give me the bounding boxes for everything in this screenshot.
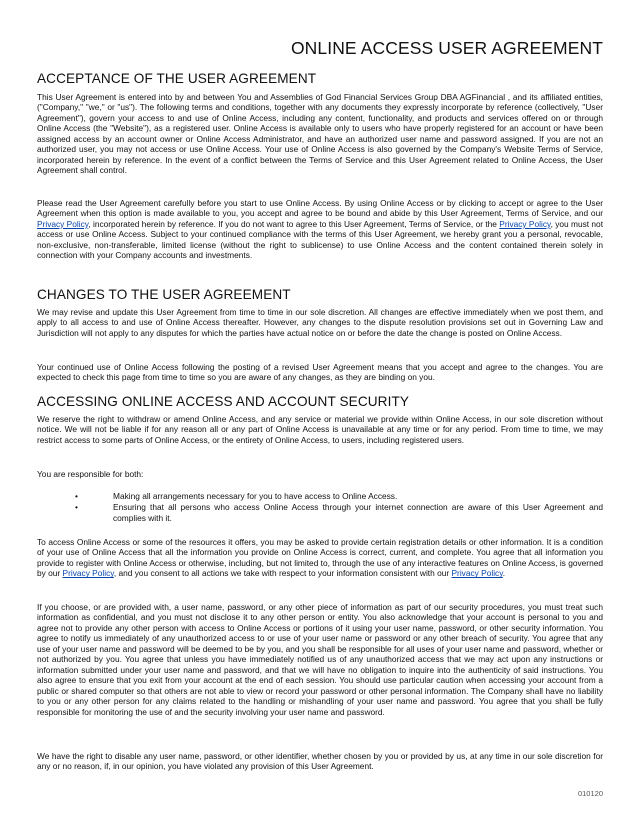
security-p3-text-c: .: [502, 568, 506, 579]
bullet-icon: •: [75, 502, 78, 513]
changes-paragraph-1: We may revise and update this User Agreement from time to time in our sole discretion. All changes are effective immediately when we post them, and apply to all access to and use of Online Access thereafter. However, any changes to the dispute resolution provisions set out in Governing Law and Jurisdiction will not apply to any disputes for which the parties have actual notice on or before the date the change is posted on Online Access.: [37, 307, 603, 338]
security-paragraph-3: [37, 537, 603, 579]
security-p3-text-b: , and you consent to all actions we take with respect to your information consistent with our: [113, 568, 452, 579]
privacy-policy-link[interactable]: Privacy Policy: [451, 568, 503, 579]
privacy-policy-link[interactable]: Privacy Policy: [499, 218, 551, 229]
security-paragraph-4: If you choose, or are provided with, a user name, password, or any other piece of information as part of our security procedures, you must treat such information as confidential, and you must not disclose it to any other person or entity. You also acknowledge that your account is personal to you and agree not to provide any other person with access to Online Access or portions of it using your user name, password, or other security information. You agree to notify us immediately of any unauthorized access to or use of your user name or password or any other breach of security. You agree that any use of your user name and password will be deemed to be by you, and you shall be responsible for all uses of your user name and password, whether or not authorized by you. You agree that unless you have immediately notified us of any unauthorized access that we may act upon any instructions or information submitted under your user name and password, and that we will have no obligation to inquire into the authenticity of said instructions. You also agree to ensure that you exit from your account at the end of each session. You should use particular caution when accessing your account from a public or shared computer so that others are not able to view or record your password or other personal information. The Company shall have no liability to you or any other person for any claims related to the handling or mishandling of your user name and password. You agree that you shall be fully responsible for monitoring the use of and the security involving your user name and password.: [37, 602, 603, 717]
list-item-text: Ensuring that all persons who access Online Access through your internet connection are aware of this User Agreement and complies with it.: [113, 502, 603, 523]
acceptance-paragraph-2: [37, 198, 603, 261]
privacy-policy-link[interactable]: Privacy Policy: [37, 218, 89, 229]
acceptance-paragraph-1: This User Agreement is entered into by and between You and Assemblies of God Financial Services Group DBA AGFinancial , and its affiliated entities, ("Company," "we," or "us"). The following terms and conditions, together with any documents they expressly incorporate by reference (collectively, "User Agreement"), govern your access to and use of Online Access, including any content, functionality, and products and services offered on or through Online Access (the "Website"), as a registered user. Online Access is available only to users who have properly registered for an account or have been assigned access by an account owner or Online Access Administrator, and have an authorized user name and password assigned. If you are not an authorized user, you may not access or use Online Access. Your use of Online Access is also governed by the Company's Website Terms of Service, incorporated herein by reference. In the event of a conflict between the Terms of Service and this User Agreement related to Online Access, the User Agreement shall control.: [37, 92, 603, 176]
acceptance-p2-text-a: Please read the User Agreement carefully before you start to use Online Access. By using Online Access or by clicking to accept or agree to the User Agreement when this option is made available to you, you accept and agree to be bound and abide by this User Agreement, Terms of Service, and our: [37, 198, 603, 219]
document-title: ONLINE ACCESS USER AGREEMENT: [290, 38, 603, 58]
security-paragraph-2: You are responsible for both:: [37, 469, 144, 479]
page-number: 010120: [577, 789, 603, 798]
acceptance-p2-text-b: , incorporated herein by reference. If you do not want to agree to this User Agreement, Terms of Service, or the: [88, 218, 500, 229]
responsibility-list: [37, 491, 603, 524]
security-paragraph-5: We have the right to disable any user name, password, or other identifier, whether chosen by you or provided by us, at any time in our sole discretion for any or no reason, if, in our opinion, you have violated any provision of this User Agreement.: [37, 751, 603, 772]
list-item: [37, 502, 603, 523]
section-heading-security: ACCESSING ONLINE ACCESS AND ACCOUNT SECURITY: [37, 394, 410, 409]
acceptance-p2-text-c: , you must not access or use Online Access. Subject to your continued compliance with the terms of this User Agreement, we hereby grant you a personal, revocable, non-exclusive, non-transferable, limited license (without the right to sublicense) to use Online Access and the content contained therein solely in connection with your Company accounts and investments.: [37, 218, 604, 261]
security-p3-text-a: To access Online Access or some of the resources it offers, you may be asked to provide certain registration details or other information. It is a condition of your use of Online Access that all the information you provide on Online Access is correct, current, and complete. You agree that all information you provide to register with Online Access or otherwise, including, but not limited to, through the use of any interactive features on Online Access, is governed by our: [37, 537, 603, 579]
privacy-policy-link[interactable]: Privacy Policy: [62, 568, 114, 579]
section-heading-acceptance: ACCEPTANCE OF THE USER AGREEMENT: [37, 71, 317, 86]
section-heading-changes: CHANGES TO THE USER AGREEMENT: [37, 287, 291, 302]
changes-paragraph-2: Your continued use of Online Access following the posting of a revised User Agreement means that you accept and agree to the changes. You are expected to check this page from time to time so you are aware of any changes, as they are binding on you.: [37, 362, 603, 383]
list-item: [37, 491, 603, 501]
list-item-text: Making all arrangements necessary for you to have access to Online Access.: [113, 491, 398, 501]
bullet-icon: •: [75, 491, 78, 501]
security-paragraph-1: We reserve the right to withdraw or amend Online Access, and any service or material we provide within Online Access, in our sole discretion without notice. We will not be liable if for any reason all or any part of Online Access is unavailable at any time or for any period. From time to time, we may restrict access to some parts of Online Access, or the entirety of Online Access, to users, including registered users.: [37, 414, 603, 445]
